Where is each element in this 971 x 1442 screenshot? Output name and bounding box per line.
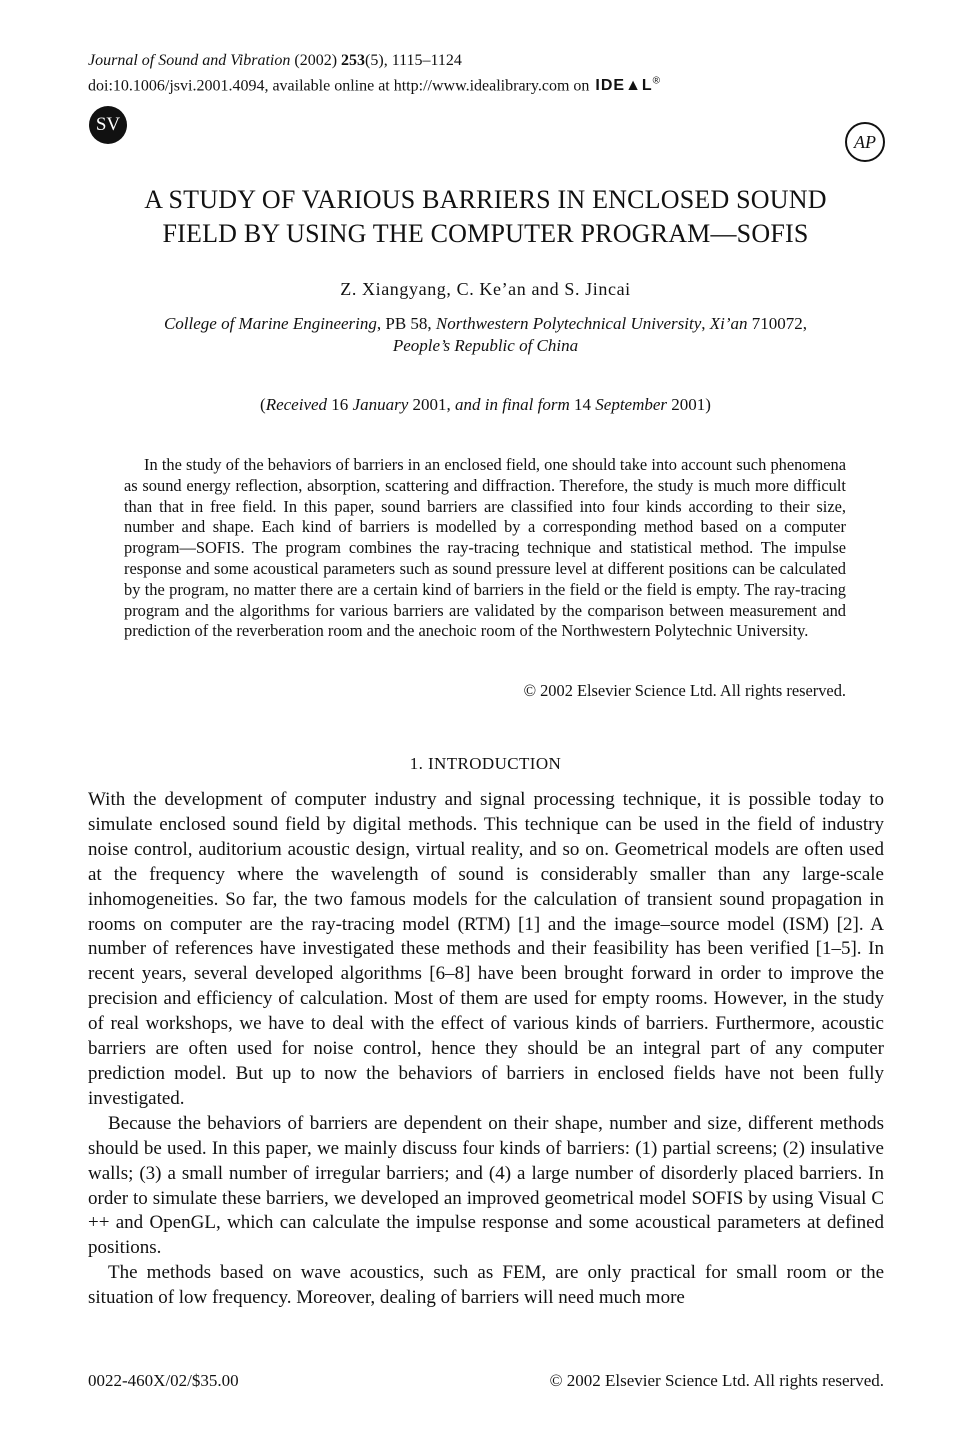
title-line-1: A STUDY OF VARIOUS BARRIERS IN ENCLOSED SOUND <box>144 185 827 214</box>
sv-publisher-logo: SV <box>89 106 127 144</box>
doi-text: doi:10.1006/jsvi.2001.4094, available online at http://www.idealibrary.com on <box>88 77 590 95</box>
affiliation-college: College of Marine Engineering <box>163 314 377 333</box>
affiliation-university: Northwestern Polytechnical University <box>435 314 702 333</box>
journal-volume: 253 <box>341 52 366 69</box>
footer-issn-price: 0022-460X/02/$35.00 <box>88 1371 239 1390</box>
paper-title <box>60 183 911 251</box>
journal-issue-pages: (5), 1115–1124 <box>365 52 462 69</box>
affiliation-country: People’s Republic of China <box>392 336 579 355</box>
affiliation: College of Marine Engineering, PB 58, Northwestern Polytechnical University, Xi’an 710072, People’s Republic of China <box>163 314 808 355</box>
abstract-text: In the study of the behaviors of barriers in an enclosed field, one should take into account such phenomena as sound energy reflection, absorption, scattering and diffraction. Therefore, the study is much more difficult than that in free field. In this paper, sound barriers are classified into four kinds according to their size, number and shape. Each kind of barriers is modelled by a corresponding method based on a computer program—SOFIS. The program combines the ray-tracing technique and statistical method. The impulse response and some acoustical parameters such as sound pressure level at different positions can be calculated by the program, no matter there are a certain kind of barriers in the field or the field is empty. The ray-tracing program and the algorithms for various barriers are validated by the comparison between measurement and prediction of the reverberation room and the anechoic room of the Northwestern Polytechnic University. <box>124 455 846 641</box>
title-line-2: FIELD BY USING THE COMPUTER PROGRAM—SOFIS <box>162 219 809 248</box>
doi-line <box>88 71 661 96</box>
journal-citation <box>88 50 661 71</box>
body-paragraph: The methods based on wave acoustics, such as FEM, are only practical for small room or the situation of low frequency. Moreover, dealing of barriers will need much more <box>88 1262 884 1309</box>
journal-name: Journal of Sound and Vibration <box>88 52 291 69</box>
introduction-body <box>88 788 884 1311</box>
journal-year: (2002) <box>294 52 338 69</box>
ap-publisher-logo: AP <box>845 122 885 162</box>
affiliation-city: Xi’an <box>709 314 748 333</box>
received-dates: (Received 16 January 2001, and in final form 14 September 2001) <box>260 395 711 414</box>
body-paragraph: Because the behaviors of barriers are dependent on their shape, number and size, different methods should be used. In this paper, we mainly discuss four kinds of barriers: (1) partial screens; (2) insulative walls; (3) a small number of irregular barriers; and (4) a large number of disorderly placed barriers. In order to simulate these barriers, we developed an improved geometrical model SOFIS by using Visual C ++ and OpenGL, which can calculate the impulse response and some acoustical parameters at defined positions. <box>88 1112 884 1259</box>
abstract-copyright: © 2002 Elsevier Science Ltd. All rights reserved. <box>523 681 846 700</box>
section-heading-introduction: 1. INTRODUCTION <box>409 754 562 773</box>
author-list: Z. Xiangyang, C. Ke’an and S. Jincai <box>340 279 631 299</box>
journal-header <box>88 50 661 96</box>
ideal-logo: IDE▲L® <box>595 76 662 95</box>
body-paragraph: With the development of computer industry and signal processing technique, it is possible today to simulate enclosed sound field by digital methods. This technique can be used in the field of industry noise control, auditorium acoustic design, virtual reality, and so on. Geometrical models are often used at the frequency where the wavelength of sound is considerably smaller than any large-scale inhomogeneities. So far, the two famous models for the calculation of transient sound propagation in rooms on computer are the ray-tracing model (RTM) [1] and the image–source model (ISM) [2]. A number of references have investigated these methods and their feasibility has been verified [1–5]. In recent years, several developed algorithms [6–8] have been brought forward in order to improve the precision and efficiency of calculation. Most of them are used for empty rooms. However, in the study of real workshops, we have to deal with the effect of various kinds of barriers. Furthermore, acoustic barriers are often used for noise control, hence they should be an integral part of any computer prediction model. But up to now the behaviors of barriers in enclosed fields have not been fully investigated. <box>88 789 884 1109</box>
footer-copyright: © 2002 Elsevier Science Ltd. All rights reserved. <box>549 1371 884 1390</box>
